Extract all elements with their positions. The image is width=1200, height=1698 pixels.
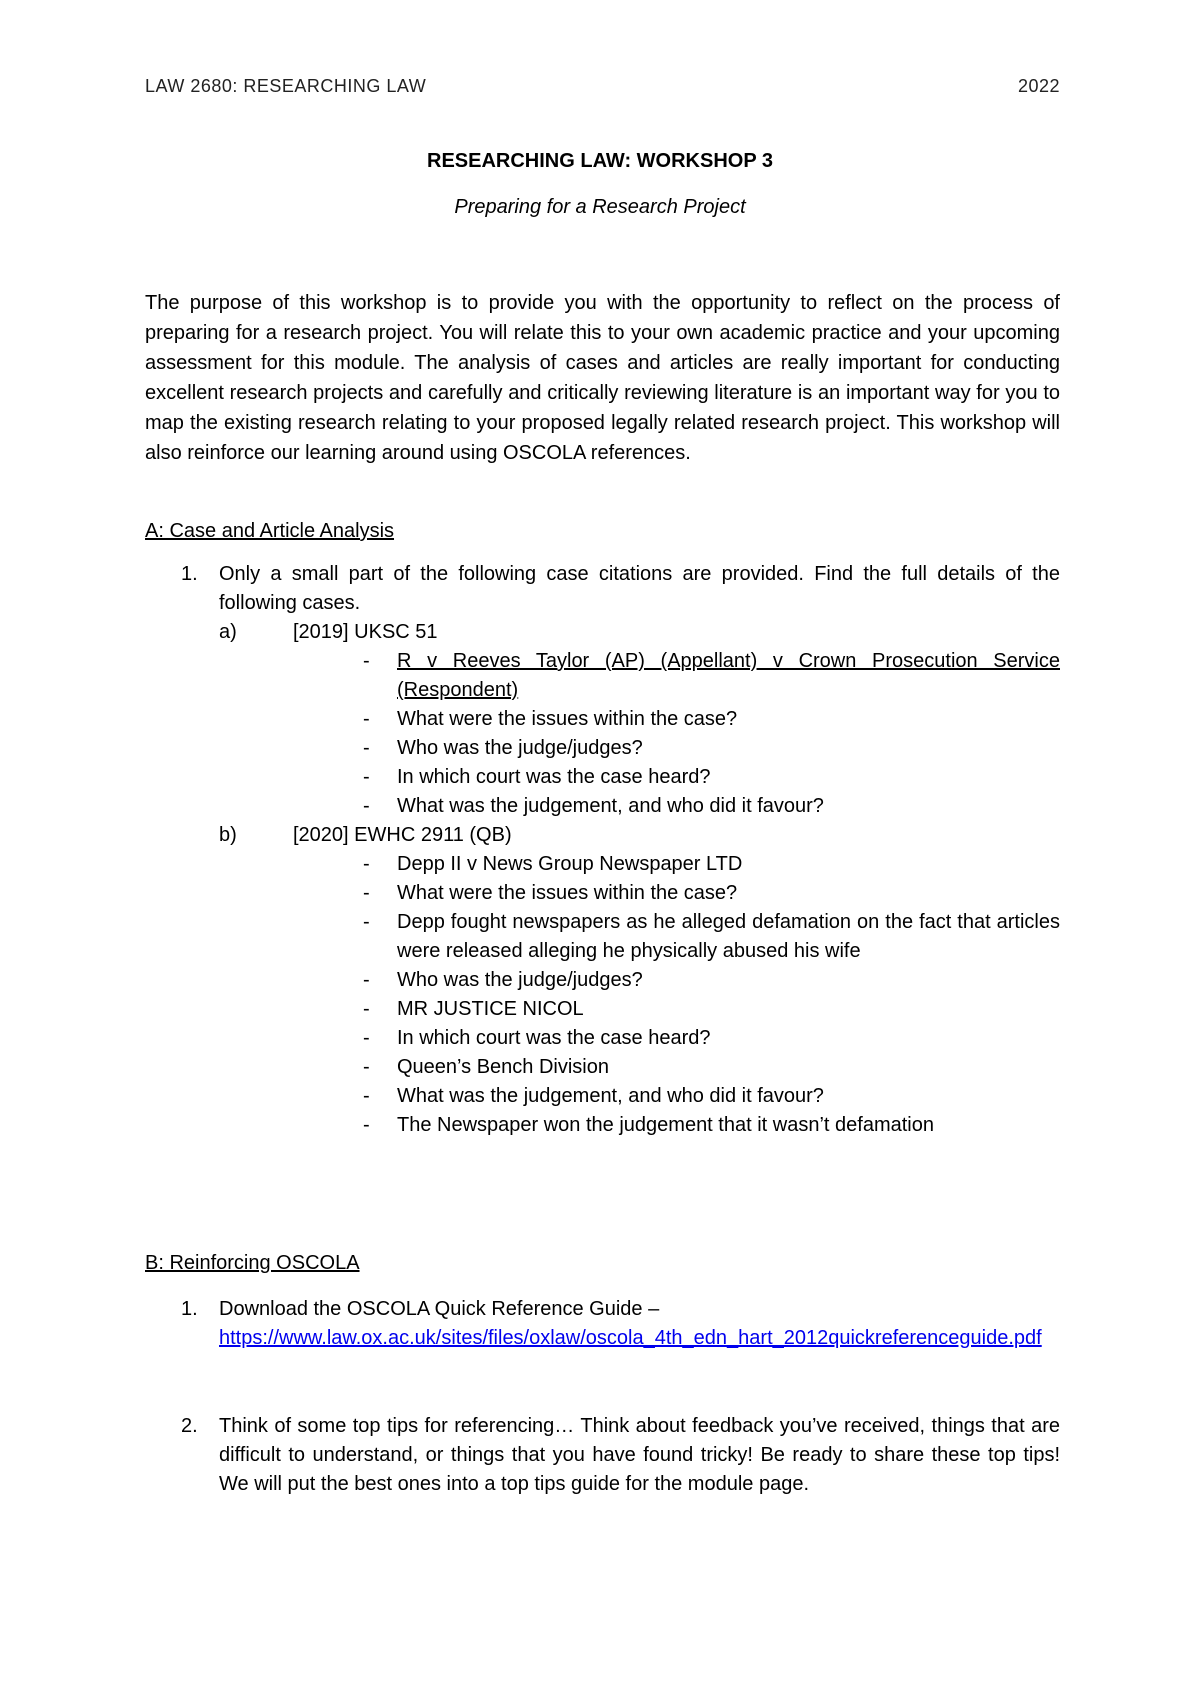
question-text: Download the OSCOLA Quick Reference Guide – xyxy=(219,1298,660,1320)
question-number: 1. xyxy=(181,1298,198,1320)
list-item: - Depp fought newspapers as he alleged defamation on the fact that articles were released alleging he physically abused his wife xyxy=(363,911,1060,962)
list-item: - In which court was the case heard? xyxy=(363,1027,711,1049)
list-item: - What were the issues within the case? xyxy=(363,882,738,904)
list-item: - The Newspaper won the judgement that it wasn’t defamation xyxy=(363,1114,934,1136)
case-b xyxy=(219,821,1060,850)
section-b-heading: B: Reinforcing OSCOLA xyxy=(145,1252,360,1274)
case-label: a) xyxy=(219,621,237,643)
list-item: - Depp II v News Group Newspaper LTD xyxy=(363,853,743,875)
list-item: - Queen’s Bench Division xyxy=(363,1056,609,1078)
case-citation: [2020] EWHC 2911 (QB) xyxy=(293,824,512,846)
case-b-list xyxy=(363,850,1060,1140)
section-b-question-2 xyxy=(145,1412,1060,1499)
case-a-list xyxy=(363,647,1060,821)
header-year: 2022 xyxy=(1017,76,1060,96)
list-item: - What was the judgement, and who did it favour? xyxy=(363,1085,824,1107)
section-a-heading: A: Case and Article Analysis xyxy=(145,520,395,542)
case-a xyxy=(219,618,1060,647)
list-item: - R v Reeves Taylor (AP) (Appellant) v Crown Prosecution Service (Respondent) xyxy=(363,650,1060,701)
list-item: - MR JUSTICE NICOL xyxy=(363,998,584,1020)
oscola-guide-link[interactable]: https://www.law.ox.ac.uk/sites/files/oxlaw/oscola_4th_edn_hart_2012quickreferenceguide.pdf xyxy=(219,1327,1042,1349)
section-a-content xyxy=(145,560,1060,1140)
case-citation: [2019] UKSC 51 xyxy=(293,621,438,643)
document-subtitle: Preparing for a Research Project xyxy=(454,196,746,218)
list-item: - Who was the judge/judges? xyxy=(363,737,643,759)
case-name: R v Reeves Taylor (AP) (Appellant) v Crown Prosecution Service (Respondent) xyxy=(397,650,1060,701)
header-course: LAW 2680: RESEARCHING LAW xyxy=(145,76,427,96)
document-title: RESEARCHING LAW: WORKSHOP 3 xyxy=(427,150,773,172)
list-item: - What were the issues within the case? xyxy=(363,708,738,730)
question-text: Only a small part of the following case citations are provided. Find the full details of the following cases. xyxy=(219,563,1060,614)
list-item: - What was the judgement, and who did it favour? xyxy=(363,795,824,817)
case-name: Depp II v News Group Newspaper LTD xyxy=(397,853,743,875)
question-text: Think of some top tips for referencing… Think about feedback you’ve received, things that are difficult to understand, or things that you have found tricky! Be ready to share these top tips! We will put the best ones into a top tips guide for the module page. xyxy=(219,1415,1060,1495)
question-number: 1. xyxy=(181,563,198,585)
section-a-question-1 xyxy=(145,560,1060,618)
intro-paragraph: The purpose of this workshop is to provide you with the opportunity to reflect on the process of preparing for a research project. You will relate this to your own academic practice and your upcoming assessment for this module. The analysis of cases and articles are really important for conducting excellent research projects and carefully and critically reviewing literature is an important way for you to map the existing research relating to your proposed legally related research project. This workshop will also reinforce our learning around using OSCOLA references. xyxy=(145,292,1060,464)
list-item: - In which court was the case heard? xyxy=(363,766,711,788)
question-number: 2. xyxy=(181,1415,198,1437)
case-label: b) xyxy=(219,824,237,846)
section-b-question-1 xyxy=(145,1295,1060,1353)
list-item: - Who was the judge/judges? xyxy=(363,969,643,991)
